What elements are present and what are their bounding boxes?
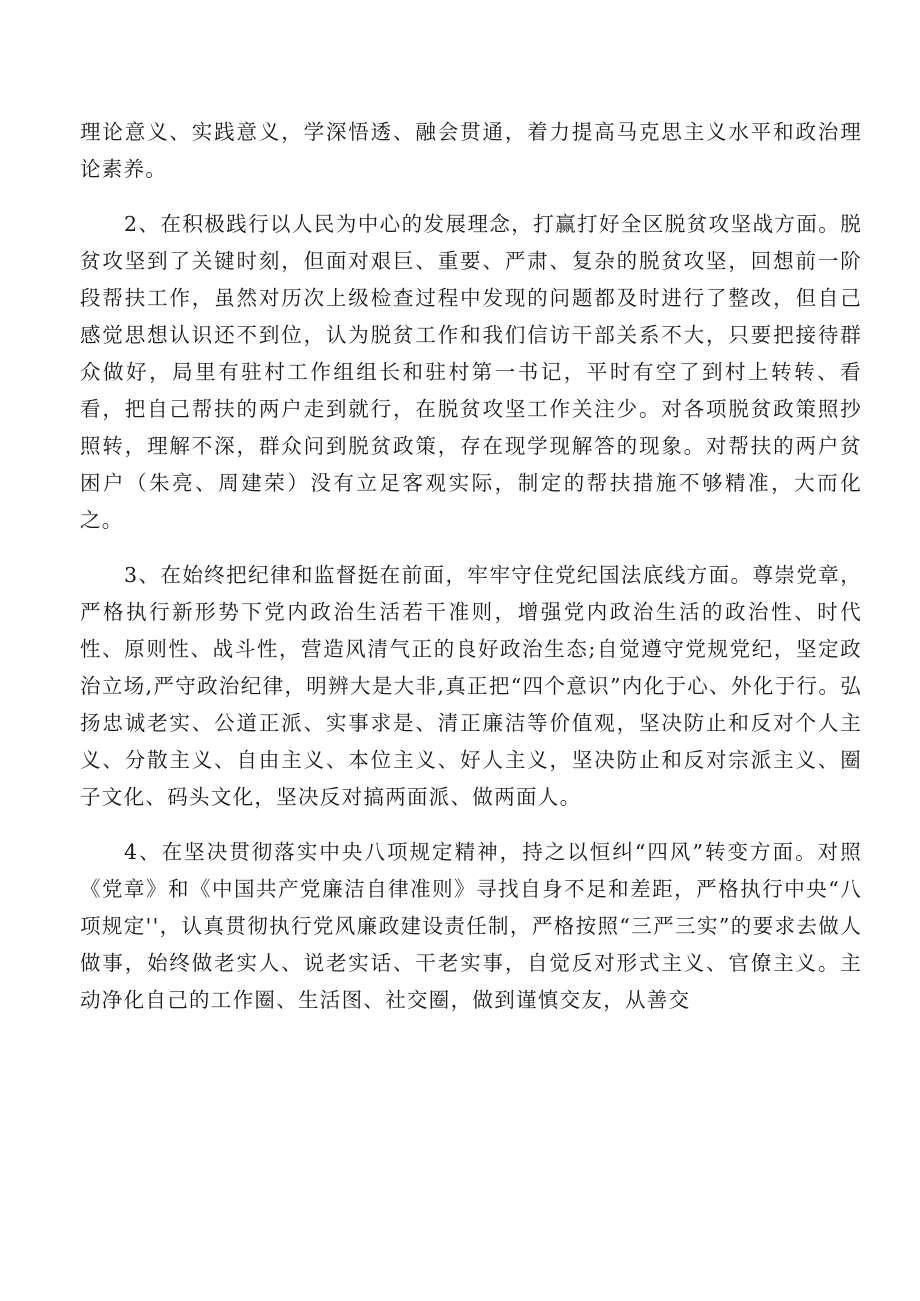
paragraph-spacer <box>80 539 862 557</box>
paragraph-3: 3、在始终把纪律和监督挺在前面，牢牢守住党纪国法底线方面。尊崇党章，严格执行新形势下党内政治生活若干准则，增强党内政治生活的政治性、时代性、原则性、战斗性，营造风清气正的良好政治生态;自觉遵守党规党纪，坚定政治立场,严守政治纪律，明辨大是大非,真正把“四个意识”内化于心、外化于行。弘扬忠诚老实、公道正派、实事求是、清正廉洁等价值观，坚决防止和反对个人主义、分散主义、自由主义、本位主义、好人主义，坚决防止和反对宗派主义、圈子文化、码头文化，坚决反对搞两面派、做两面人。 <box>80 563 862 809</box>
paragraph-spacer <box>80 816 862 834</box>
paragraph-spacer <box>80 188 862 206</box>
document-page <box>80 114 862 1019</box>
paragraph-2: 2、在积极践行以人民为中心的发展理念，打赢打好全区脱贫攻坚战方面。脱贫攻坚到了关键时刻，但面对艰巨、重要、严肃、复杂的脱贫攻坚，回想前一阶段帮扶工作，虽然对历次上级检查过程中发现的问题都及时进行了整改，但自己感觉思想认识还不到位，认为脱贫工作和我们信访干部关系不大，只要把接待群众做好，局里有驻村工作组组长和驻村第一书记，平时有空了到村上转转、看看，把自己帮扶的两户走到就行，在脱贫攻坚工作关注少。对各项脱贫政策照抄照转，理解不深，群众问到脱贫政策，存在现学现解答的现象。对帮扶的两户贫困户（朱亮、周建荣）没有立足客观实际，制定的帮扶措施不够精准，大而化之。 <box>80 212 862 532</box>
paragraph-1: 理论意义、实践意义，学深悟透、融会贯通，着力提高马克思主义水平和政治理论素养。 <box>80 120 862 181</box>
paragraph-4: 4、在坚决贯彻落实中央八项规定精神，持之以恒纠“四风”转变方面。对照《党章》和《中国共产党廉洁自律准则》寻找自身不足和差距，严格执行中央“八项规定''，认真贯彻执行党风廉政建设责任制，严格按照“三严三实”的要求去做人做事，始终做老实人、说老实话、干老实事，自觉反对形式主义、官僚主义。主动净化自己的工作圈、生活图、社交圈，做到谨慎交友，从善交 <box>80 840 862 1012</box>
